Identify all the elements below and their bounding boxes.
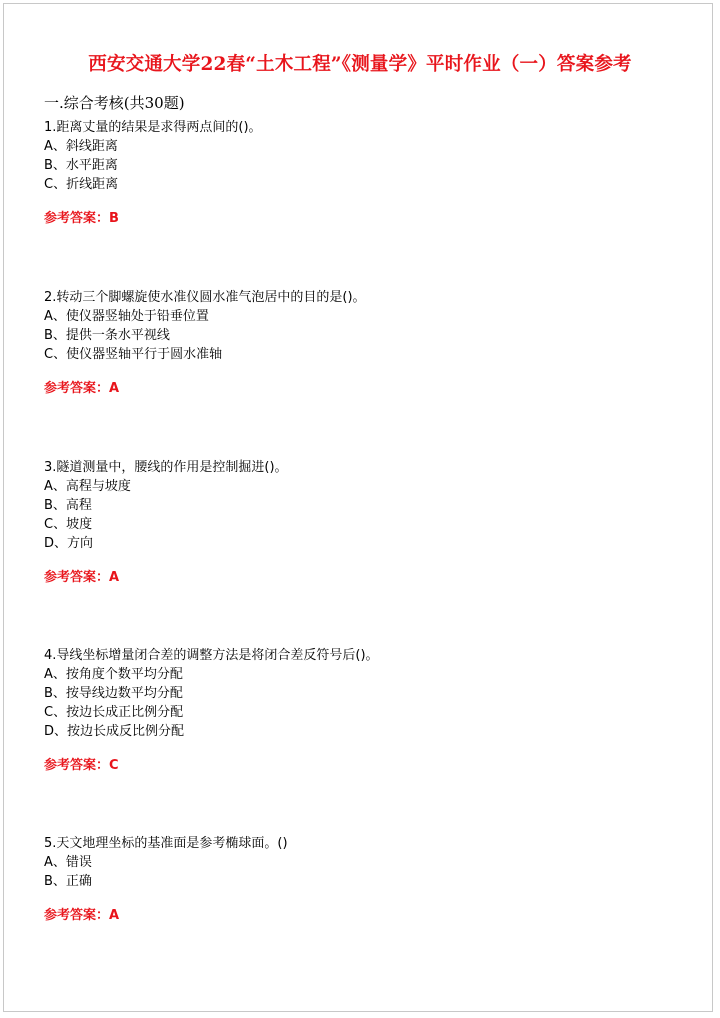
answer-label: 参考答案： [44,908,110,923]
option-c: C、坡度 [44,517,93,532]
option-a: A、斜线距离 [44,139,118,154]
answer-line [44,568,684,587]
option-b: B、提供一条水平视线 [44,328,170,343]
question-1 [44,118,684,228]
question-stem: 2.转动三个脚螺旋使水准仪圆水准气泡居中的目的是()。 [44,290,366,305]
option-b: B、正确 [44,874,92,889]
question-3 [44,458,684,587]
answer-line [44,756,684,775]
option-a: A、按角度个数平均分配 [44,667,183,682]
option-a: A、高程与坡度 [44,479,131,494]
option-c: C、折线距离 [44,177,119,192]
question-2 [44,288,684,398]
option-a: A、错误 [44,855,92,870]
question-stem: 3.隧道测量中，腰线的作用是控制掘进()。 [44,460,288,475]
answer-value: C [109,758,119,773]
option-a: A、使仪器竖轴处于铅垂位置 [44,309,209,324]
section-heading: 一.综合考核(共30题) [44,94,185,112]
option-c: C、按边长成正比例分配 [44,705,184,720]
answer-label: 参考答案： [44,570,110,585]
answer-value: A [109,908,120,923]
option-b: B、高程 [44,498,92,513]
question-4 [44,646,684,775]
answer-label: 参考答案： [44,758,110,773]
answer-line [44,379,684,398]
question-stem: 4.导线坐标增量闭合差的调整方法是将闭合差反符号后()。 [44,648,379,663]
answer-line [44,906,684,925]
option-d: D、按边长成反比例分配 [44,724,185,739]
answer-label: 参考答案： [44,381,110,396]
answer-value: A [109,570,120,585]
answer-label: 参考答案： [44,211,110,226]
question-5 [44,834,684,925]
answer-value: A [109,381,120,396]
document-title: 西安交通大学22春“土木工程”《测量学》平时作业（一）答案参考 [88,54,632,75]
option-c: C、使仪器竖轴平行于圆水准轴 [44,347,223,362]
question-stem: 1.距离丈量的结果是求得两点间的()。 [44,120,262,135]
option-b: B、按导线边数平均分配 [44,686,183,701]
option-b: B、水平距离 [44,158,118,173]
option-d: D、方向 [44,536,94,551]
question-stem: 5.天文地理坐标的基准面是参考椭球面。() [44,836,288,851]
answer-line [44,209,684,228]
answer-value: B [109,211,119,226]
